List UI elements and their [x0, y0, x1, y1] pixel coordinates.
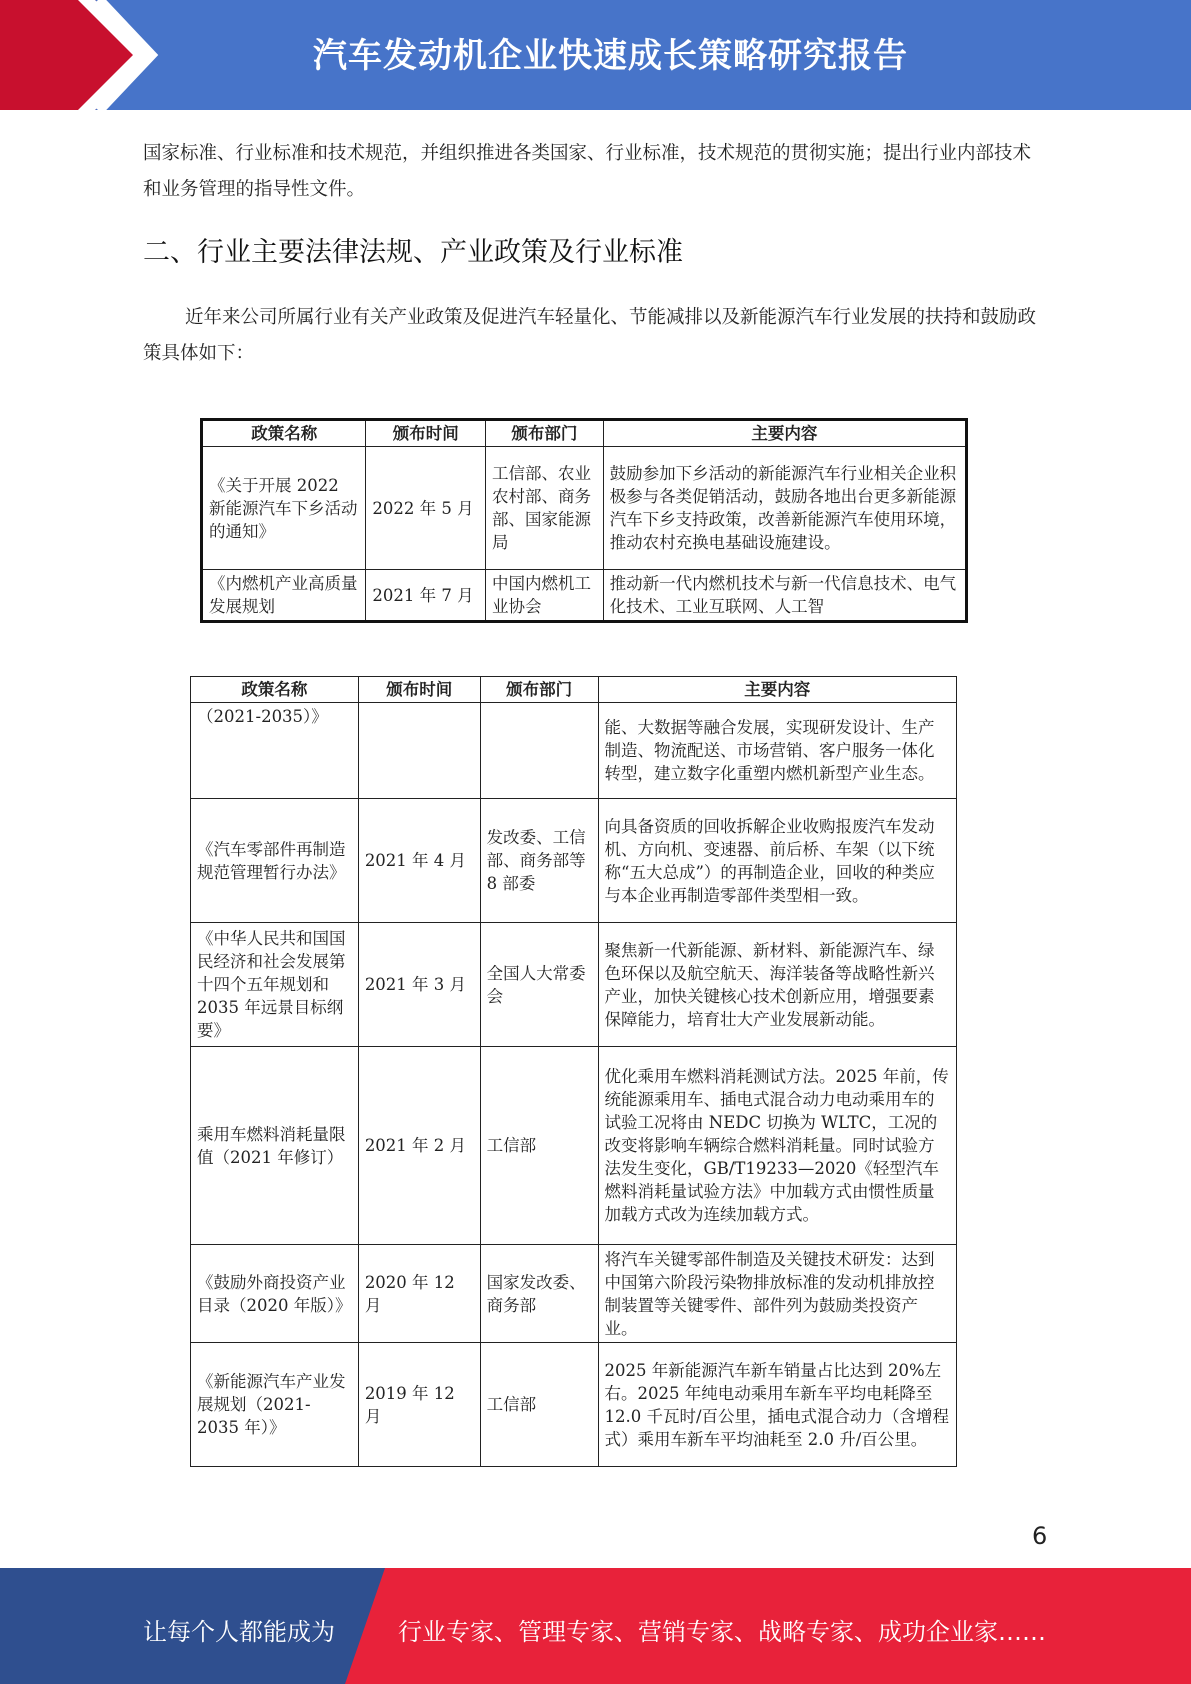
- policy-content-cell: 向具备资质的回收拆解企业收购报废汽车发动机、方向机、变速器、前后桥、车架（以下统称“五大总成”）的再制造企业，回收的种类应与本企业再制造零部件类型相一致。: [598, 799, 956, 923]
- section-paragraph: 近年来公司所属行业有关产业政策及促进汽车轻量化、节能减排以及新能源汽车行业发展的扶持和鼓励政策具体如下：: [143, 307, 1037, 364]
- policy-date-cell: [358, 703, 480, 799]
- policy-name-cell: 《中华人民共和国国民经济和社会发展第十四个五年规划和 2035 年远景目标纲要》: [191, 923, 359, 1047]
- policy-content-cell: 能、大数据等融合发展，实现研发设计、生产制造、物流配送、市场营销、客户服务一体化转型，建立数字化重塑内燃机新型产业生态。: [598, 703, 956, 799]
- policy-content-cell: 聚焦新一代新能源、新材料、新能源汽车、绿色环保以及航空航天、海洋装备等战略性新兴产业，加快关键核心技术创新应用，增强要素保障能力，培育壮大产业发展新动能。: [598, 923, 956, 1047]
- table-row: [202, 570, 967, 622]
- policy-content-cell: 优化乘用车燃料消耗测试方法。2025 年前，传统能源乘用车、插电式混合动力电动乘用车的试验工况将由 NEDC 切换为 WLTC，工况的改变将影响车辆综合燃料消耗量。同时试验方法发生变化，GB/T19233—2020《轻型汽车燃料消耗量试验方法》中加载方式由惯性质量加载方式改为连续加载方式。: [598, 1047, 956, 1245]
- header-department: 颁布部门: [480, 677, 598, 703]
- table-row: [191, 1047, 957, 1245]
- table-row: [191, 703, 957, 799]
- intro-paragraph: 国家标准、行业标准和技术规范，并组织推进各类国家、行业标准，技术规范的贯彻实施；提出行业内部技术和业务管理的指导性文件。: [143, 143, 1032, 200]
- header-policy-name: 政策名称: [202, 420, 366, 447]
- footer-slogan-right: 行业专家、管理专家、营销专家、战略专家、成功企业家……: [398, 1618, 1046, 1646]
- policy-name-cell: 《汽车零部件再制造规范管理暂行办法》: [191, 799, 359, 923]
- table-row: [191, 923, 957, 1047]
- policy-date-cell: 2021 年 3 月: [358, 923, 480, 1047]
- policy-content-cell: 将汽车关键零部件制造及关键技术研发：达到中国第六阶段污染物排放标准的发动机排放控制装置等关键零件、部件列为鼓励类投资产业。: [598, 1245, 956, 1343]
- header-date: 颁布时间: [366, 420, 486, 447]
- policy-name-cell: 《关于开展 2022 新能源汽车下乡活动的通知》: [202, 447, 366, 570]
- footer-slogan-left: 让每个人都能成为: [143, 1618, 335, 1646]
- table-row: [191, 1245, 957, 1343]
- header-content: 主要内容: [598, 677, 956, 703]
- policy-content-cell: 2025 年新能源汽车新车销量占比达到 20%左右。2025 年纯电动乘用车新车平均电耗降至 12.0 千瓦时/百公里，插电式混合动力（含增程式）乘用车新车平均油耗至 2.0 升/百公里。: [598, 1343, 956, 1467]
- table-row: [191, 799, 957, 923]
- policy-table-part2: [190, 676, 957, 1467]
- header-date: 颁布时间: [358, 677, 480, 703]
- section-heading: 二、行业主要法律法规、产业政策及行业标准: [143, 237, 683, 268]
- policy-dept-cell: 发改委、工信部、商务部等 8 部委: [480, 799, 598, 923]
- policy-date-cell: 2019 年 12 月: [358, 1343, 480, 1467]
- table-header-row: [191, 677, 957, 703]
- policy-name-cell: 《内燃机产业高质量发展规划: [202, 570, 366, 622]
- table-row: [202, 447, 967, 570]
- policy-dept-cell: 国家发改委、商务部: [480, 1245, 598, 1343]
- header-department: 颁布部门: [486, 420, 604, 447]
- policy-content-cell: 鼓励参加下乡活动的新能源汽车行业相关企业积极参与各类促销活动，鼓励各地出台更多新能源汽车下乡支持政策，改善新能源汽车使用环境，推动农村充换电基础设施建设。: [603, 447, 966, 570]
- table-row: [191, 1343, 957, 1467]
- policy-dept-cell: 工信部、农业农村部、商务部、国家能源局: [486, 447, 604, 570]
- header-policy-name: 政策名称: [191, 677, 359, 703]
- policy-dept-cell: [480, 703, 598, 799]
- header-content: 主要内容: [603, 420, 966, 447]
- policy-name-cell: （2021-2035）》: [191, 703, 359, 799]
- page-number: 6: [1032, 1522, 1048, 1550]
- policy-date-cell: 2021 年 4 月: [358, 799, 480, 923]
- policy-dept-cell: 工信部: [480, 1343, 598, 1467]
- policy-dept-cell: 全国人大常委会: [480, 923, 598, 1047]
- policy-date-cell: 2021 年 2 月: [358, 1047, 480, 1245]
- page-header-title: 汽车发动机企业快速成长策略研究报告: [313, 36, 908, 76]
- policy-date-cell: 2020 年 12 月: [358, 1245, 480, 1343]
- table-header-row: [202, 420, 967, 447]
- policy-date-cell: 2022 年 5 月: [366, 447, 486, 570]
- policy-dept-cell: 中国内燃机工业协会: [486, 570, 604, 622]
- policy-name-cell: 乘用车燃料消耗量限值（2021 年修订）: [191, 1047, 359, 1245]
- policy-date-cell: 2021 年 7 月: [366, 570, 486, 622]
- policy-dept-cell: 工信部: [480, 1047, 598, 1245]
- policy-name-cell: 《鼓励外商投资产业目录（2020 年版）》: [191, 1245, 359, 1343]
- policy-content-cell: 推动新一代内燃机技术与新一代信息技术、电气化技术、工业互联网、人工智: [603, 570, 966, 622]
- policy-table-part1: [200, 418, 968, 623]
- policy-name-cell: 《新能源汽车产业发展规划（2021-2035 年）》: [191, 1343, 359, 1467]
